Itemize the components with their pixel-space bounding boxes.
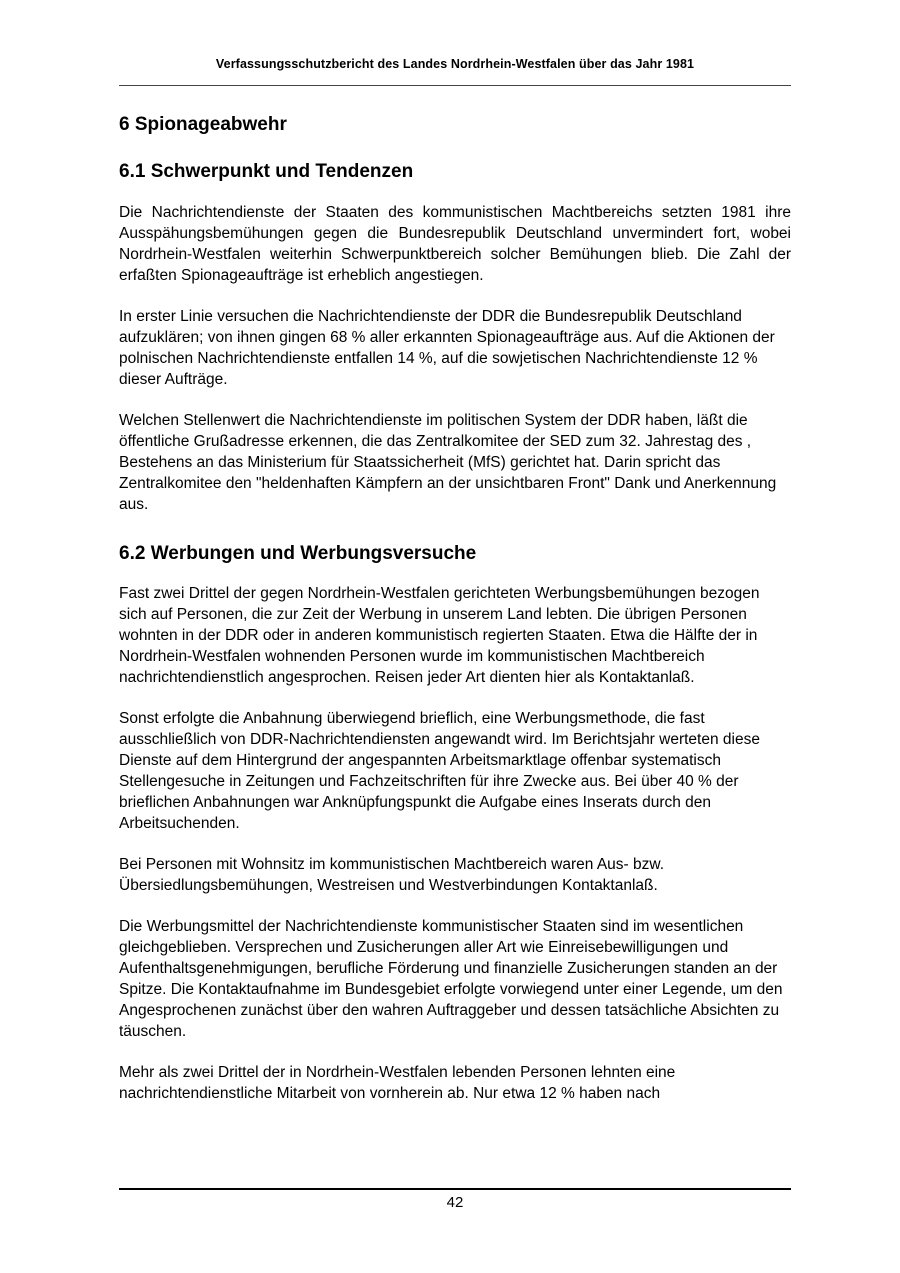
header-rule [119,85,791,86]
body-paragraph: Die Werbungsmittel der Nachrichtendienste kommunistischer Staaten sind im wesentlichen gleichgeblieben. Versprechen und Zusicherungen aller Art wie Einreisebewilligungen und Aufenthaltsgenehmigungen, berufliche Förderung und finanzielle Zusicherungen standen an der Spitze. Die Kontaktaufnahme im Bundesgebiet erfolgte vorwiegend unter einer Legende, um den Angesprochenen zunächst über den wahren Auftraggeber und dessen tatsächliche Absichten zu täuschen. [119,918,783,1041]
page-number: 42 [446,1194,464,1211]
body-paragraph: Bei Personen mit Wohnsitz im kommunistischen Machtbereich waren Aus- bzw. Übersiedlungsbemühungen, Westreisen und Westverbindungen Kontaktanlaß. [119,856,665,895]
footer-rule [119,1188,791,1190]
section-heading-6: 6 Spionageabwehr [119,114,287,135]
body-paragraph: Mehr als zwei Drittel der in Nordrhein-Westfalen lebenden Personen lehnten eine nachrichtendienstliche Mitarbeit von vornherein ab. Nur etwa 12 % haben nach [119,1064,676,1103]
subsection-heading-6-1: 6.1 Schwerpunkt und Tendenzen [119,160,414,182]
body-paragraph: Welchen Stellenwert die Nachrichtendienste im politischen System der DDR haben, läßt die öffentliche Grußadresse erkennen, die das Zentralkomitee der SED zum 32. Jahrestag des , Bestehens an das Ministerium für Staatssicherheit (MfS) gerichtet hat. Darin spricht das Zentralkomitee den "heldenhaften Kämpfern an der unsichtbaren Front" Dank und Anerkennung aus. [119,411,777,513]
subsection-heading-6-2: 6.2 Werbungen und Werbungsversuche [119,542,477,564]
document-body [119,114,791,1104]
body-paragraph: Die Nachrichtendienste der Staaten des kommunistischen Machtbereichs setzten 1981 ihre Ausspähungsbemühungen gegen die Bundesrepublik Deutschland unvermindert fort, wobei Nordrhein-Westfalen weiterhin Schwerpunktbereich solcher Bemühungen blieb. Die Zahl der erfaßten Spionageaufträge ist erheblich angestiegen. [119,203,791,284]
body-paragraph: Sonst erfolgte die Anbahnung überwiegend brieflich, eine Werbungsmethode, die fast ausschließlich von DDR-Nachrichtendiensten angewandt wird. Im Berichtsjahr werteten diese Dienste auf dem Hintergrund der angespannten Arbeitsmarktlage offenbar systematisch Stellengesuche in Zeitungen und Fachzeitschriften für ihre Zwecke aus. Bei über 40 % der brieflichen Anbahnungen war Anknüpfungspunkt die Aufgabe eines Inserats durch den Arbeitsuchenden. [119,710,760,833]
page-content [119,0,791,1124]
running-header-title: Verfassungsschutzbericht des Landes Nordrhein-Westfalen über das Jahr 1981 [215,57,695,71]
body-paragraph: In erster Linie versuchen die Nachrichtendienste der DDR die Bundesrepublik Deutschland aufzuklären; von ihnen gingen 68 % aller erkannten Spionageaufträge aus. Auf die Aktionen der polnischen Nachrichtendienste entfallen 14 %, auf die sowjetischen Nachrichtendienste 12 % dieser Aufträge. [119,307,775,388]
body-paragraph: Fast zwei Drittel der gegen Nordrhein-Westfalen gerichteten Werbungsbemühungen bezogen sich auf Personen, die zur Zeit der Werbung in unserem Land lebten. Die übrigen Personen wohnten in der DDR oder in anderen kommunistisch regierten Staaten. Etwa die Hälfte der in Nordrhein-Westfalen wohnenden Personen wurde im kommunistischen Machtbereich nachrichtendienstlich angesprochen. Reisen jeder Art dienten hier als Kontaktanlaß. [119,585,760,687]
page-footer [119,1188,791,1211]
